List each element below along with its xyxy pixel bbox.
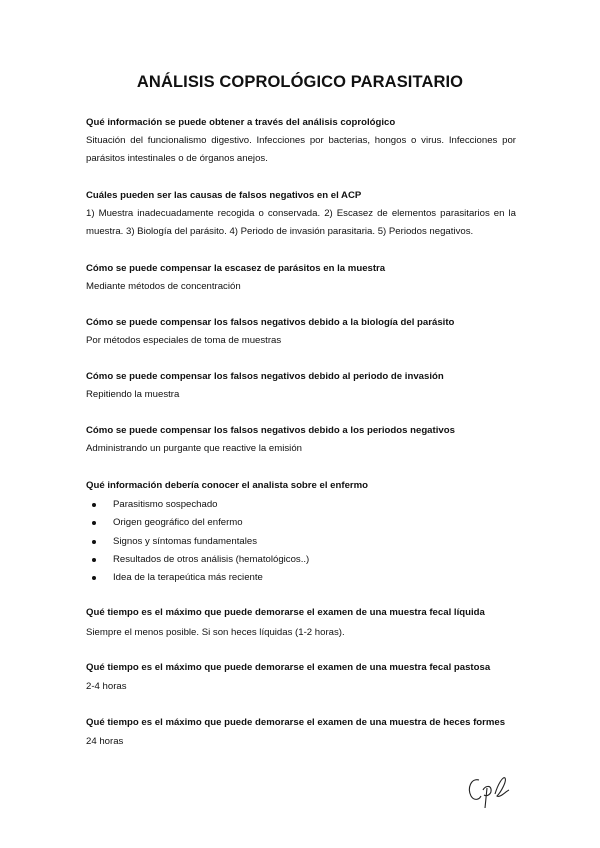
- list-item: [86, 533, 309, 551]
- list-item: [86, 569, 309, 587]
- answer-text: 2-4 horas: [86, 681, 127, 692]
- answer-text: Siempre el menos posible. Si son heces líquidas (1-2 horas).: [86, 627, 345, 638]
- question-heading: Cómo se puede compensar los falsos negativos debido al periodo de invasión: [86, 371, 444, 382]
- list-item: [86, 551, 309, 569]
- answer-text: Mediante métodos de concentración: [86, 281, 241, 292]
- list-item-text: Idea de la terapeútica más reciente: [113, 572, 263, 584]
- list-item: [86, 514, 309, 532]
- question-heading: Qué tiempo es el máximo que puede demorarse el examen de una muestra de heces formes: [86, 717, 506, 728]
- bullet-icon: [92, 540, 96, 544]
- list-item: [86, 496, 309, 514]
- list-item-text: Signos y síntomas fundamentales: [113, 535, 257, 547]
- signature-mark: [465, 770, 525, 810]
- list-item-text: Resultados de otros análisis (hematológicos..): [113, 553, 310, 565]
- answer-text: 1) Muestra inadecuadamente recogida o conservada. 2) Escasez de elementos parasitarios en la muestra. 3) Biología del parásito. 4) Periodo de invasión parasitaria. 5) Periodos negativos.: [86, 208, 516, 237]
- list-item-text: Origen geográfico del enfermo: [113, 517, 243, 529]
- bullet-icon: [92, 576, 96, 580]
- question-heading: Qué información se puede obtener a través del análisis coprológico: [86, 117, 396, 128]
- answer-text: Situación del funcionalismo digestivo. Infecciones por bacterias, hongos o virus. Infecciones por parásitos intestinales o de órganos anejos.: [86, 135, 516, 164]
- question-heading: Qué tiempo es el máximo que puede demorarse el examen de una muestra fecal líquida: [86, 607, 485, 618]
- document-title: ANÁLISIS COPROLÓGICO PARASITARIO: [136, 73, 464, 91]
- bullet-icon: [92, 521, 96, 525]
- answer-text: 24 horas: [86, 736, 124, 747]
- question-heading: Cómo se puede compensar los falsos negativos debido a la biología del parásito: [86, 317, 455, 328]
- bullet-list: [86, 496, 309, 587]
- question-heading: Cuáles pueden ser las causas de falsos negativos en el ACP: [86, 190, 362, 201]
- question-heading: Cómo se puede compensar la escasez de parásitos en la muestra: [86, 263, 386, 274]
- answer-text: Por métodos especiales de toma de muestras: [86, 335, 282, 346]
- answer-text: Administrando un purgante que reactive la emisión: [86, 443, 302, 454]
- bullet-icon: [92, 558, 96, 562]
- bullet-icon: [92, 503, 96, 507]
- question-heading: Cómo se puede compensar los falsos negativos debido a los periodos negativos: [86, 425, 455, 436]
- list-item-text: Parasitismo sospechado: [113, 499, 218, 510]
- question-heading: Qué tiempo es el máximo que puede demorarse el examen de una muestra fecal pastosa: [86, 662, 491, 673]
- question-heading: Qué información debería conocer el analista sobre el enfermo: [86, 480, 369, 491]
- answer-text: Repitiendo la muestra: [86, 389, 180, 400]
